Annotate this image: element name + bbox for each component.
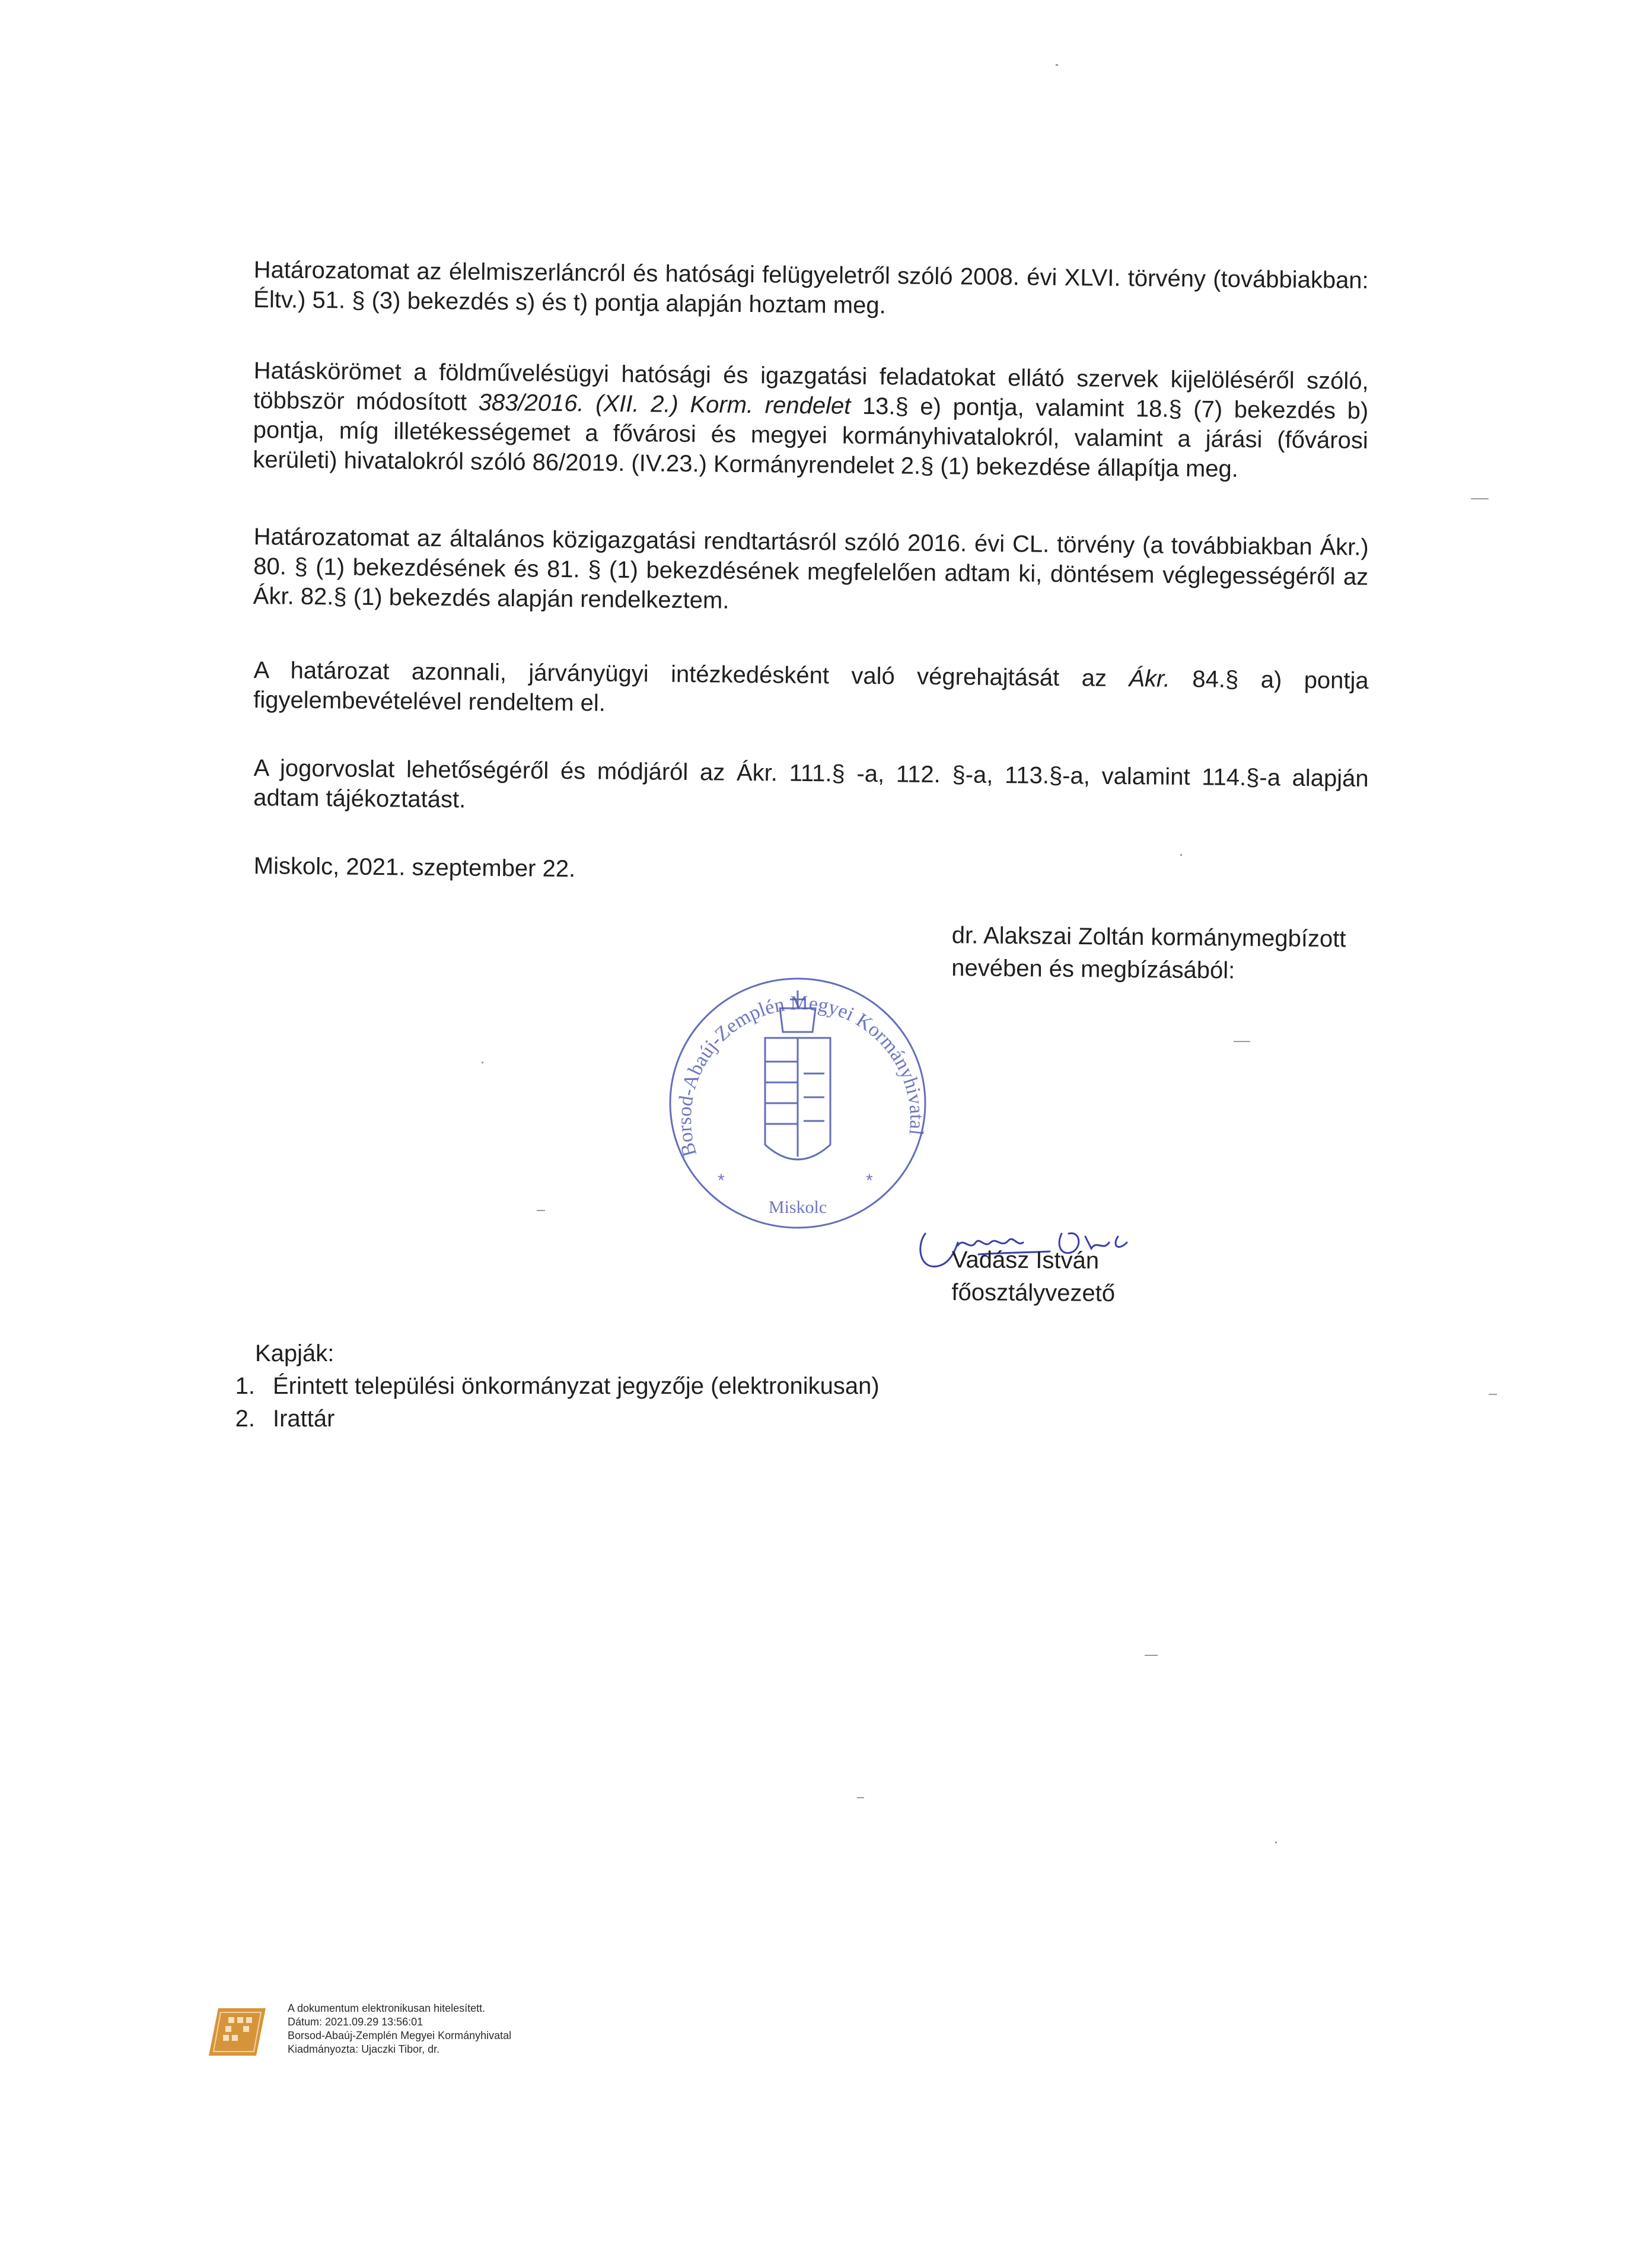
stamp-city: Miskolc — [768, 1197, 827, 1217]
authentication-box — [208, 2002, 682, 2067]
scan-speck — [1056, 64, 1058, 66]
scan-speck — [1180, 854, 1182, 856]
recipients-heading: Kapják: — [255, 1340, 334, 1366]
place-date-text: Miskolc, 2021. szeptember 22. — [253, 852, 576, 883]
paragraph-procedure — [253, 522, 1369, 622]
signer-line-1: dr. Alakszai Zoltán kormánymegbízott — [951, 922, 1346, 953]
paragraph-text-part: 84.§ a) pontja figyelembevételével rendeltem el. — [253, 665, 1369, 716]
stamp-outer-text: Borsod-Abaúj-Zemplén Megyei Kormányhivatal — [673, 992, 928, 1160]
paragraph-enforcement — [253, 655, 1369, 725]
scan-speck — [857, 1797, 864, 1798]
signer-block — [951, 1244, 1189, 1311]
scan-speck — [1489, 1394, 1497, 1395]
list-item-text: Irattár — [273, 1406, 335, 1432]
list-item-number: 2. — [235, 1406, 255, 1432]
signer-title: főosztályvezető — [951, 1279, 1116, 1307]
paragraph-text-part: 13.§ e) pontja, valamint 18.§ (7) bekezdés b) pontja, míg illetékességemet a fővárosi és megyei kormányhivatalokról, valamint a járási (fővárosi kerületi) hivatalokról szóló 86/2019. (IV.23.) Kormányrendelet 2.§ (1) bekezdése állapítja meg. — [253, 393, 1369, 482]
auth-office: Borsod-Abaúj-Zemplén Megyei Kormányhivatal — [288, 2030, 512, 2041]
paragraph-legal-basis — [253, 255, 1369, 325]
stamp-star-icon: * — [718, 1171, 725, 1190]
auth-date: Dátum: 2021.09.29 13:56:01 — [288, 2016, 423, 2028]
list-item-number: 1. — [235, 1373, 255, 1399]
auth-issuer: Kiadmányozta: Ujaczki Tibor, dr. — [288, 2043, 440, 2055]
signer-authority — [951, 919, 1403, 989]
paragraph-text: Határozatomat az általános közigazgatási rendtartásról szóló 2016. évi CL. törvény (a továbbiakban Ákr.) 80. § (1) bekezdésének és 81. § (1) bekezdésének megfelelően adtam ki, döntésem véglegességéről az Ákr. 82.§ (1) bekezdés alapján rendelkeztem. — [253, 523, 1369, 614]
recipients-list — [205, 1337, 976, 1435]
paragraph-competence — [253, 356, 1369, 485]
scan-speck — [1275, 1842, 1277, 1843]
official-stamp — [652, 967, 943, 1246]
paragraph-text: A jogorvoslat lehetőségéről és módjáról az Ákr. 111.§ -a, 112. §-a, 113.§-a, valamint 114.§-a alapján adtam tájékoztatást. — [253, 754, 1369, 813]
list-item-text: Érintett települési önkormányzat jegyzője (elektronikusan) — [273, 1373, 880, 1399]
paragraph-text: Határozatomat az élelmiszerláncról és hatósági felügyeletről szóló 2008. évi XLVI. törvény (továbbiakban: Éltv.) 51. § (3) bekezdés s) és t) pontja alapján hoztam meg. — [253, 256, 1369, 319]
regulation-reference: 383/2016. (XII. 2.) Korm. rendelet — [478, 389, 851, 419]
signer-line-2: nevében és megbízásából: — [951, 954, 1235, 984]
list-item — [205, 1403, 976, 1435]
stamp-star-icon: * — [866, 1171, 873, 1190]
signer-name: Vadász István — [951, 1247, 1100, 1274]
paragraph-remedy — [253, 753, 1369, 823]
scan-speck — [482, 1062, 483, 1063]
scan-speck — [1471, 498, 1489, 499]
scan-speck — [1145, 1655, 1158, 1656]
paragraph-text — [253, 356, 1369, 485]
authentication-logo-icon — [208, 2005, 267, 2059]
scan-speck — [1234, 1041, 1250, 1042]
act-reference: Ákr. — [1129, 665, 1171, 692]
list-item — [205, 1370, 976, 1403]
paragraph-text-part: Hatáskörömet a földművelésügyi hatósági és igazgatási feladatokat ellátó szervek kijelöléséről szóló, többször módosított — [253, 357, 1369, 416]
authentication-text — [288, 2002, 679, 2056]
paragraph-text — [253, 655, 1369, 725]
scan-speck — [537, 1210, 545, 1211]
paragraph-text-part: A határozat azonnali, járványügyi intézkedésként való végrehajtását az — [253, 657, 1129, 692]
place-and-date — [254, 851, 1369, 891]
auth-line: A dokumentum elektronikusan hitelesített. — [288, 2002, 486, 2014]
